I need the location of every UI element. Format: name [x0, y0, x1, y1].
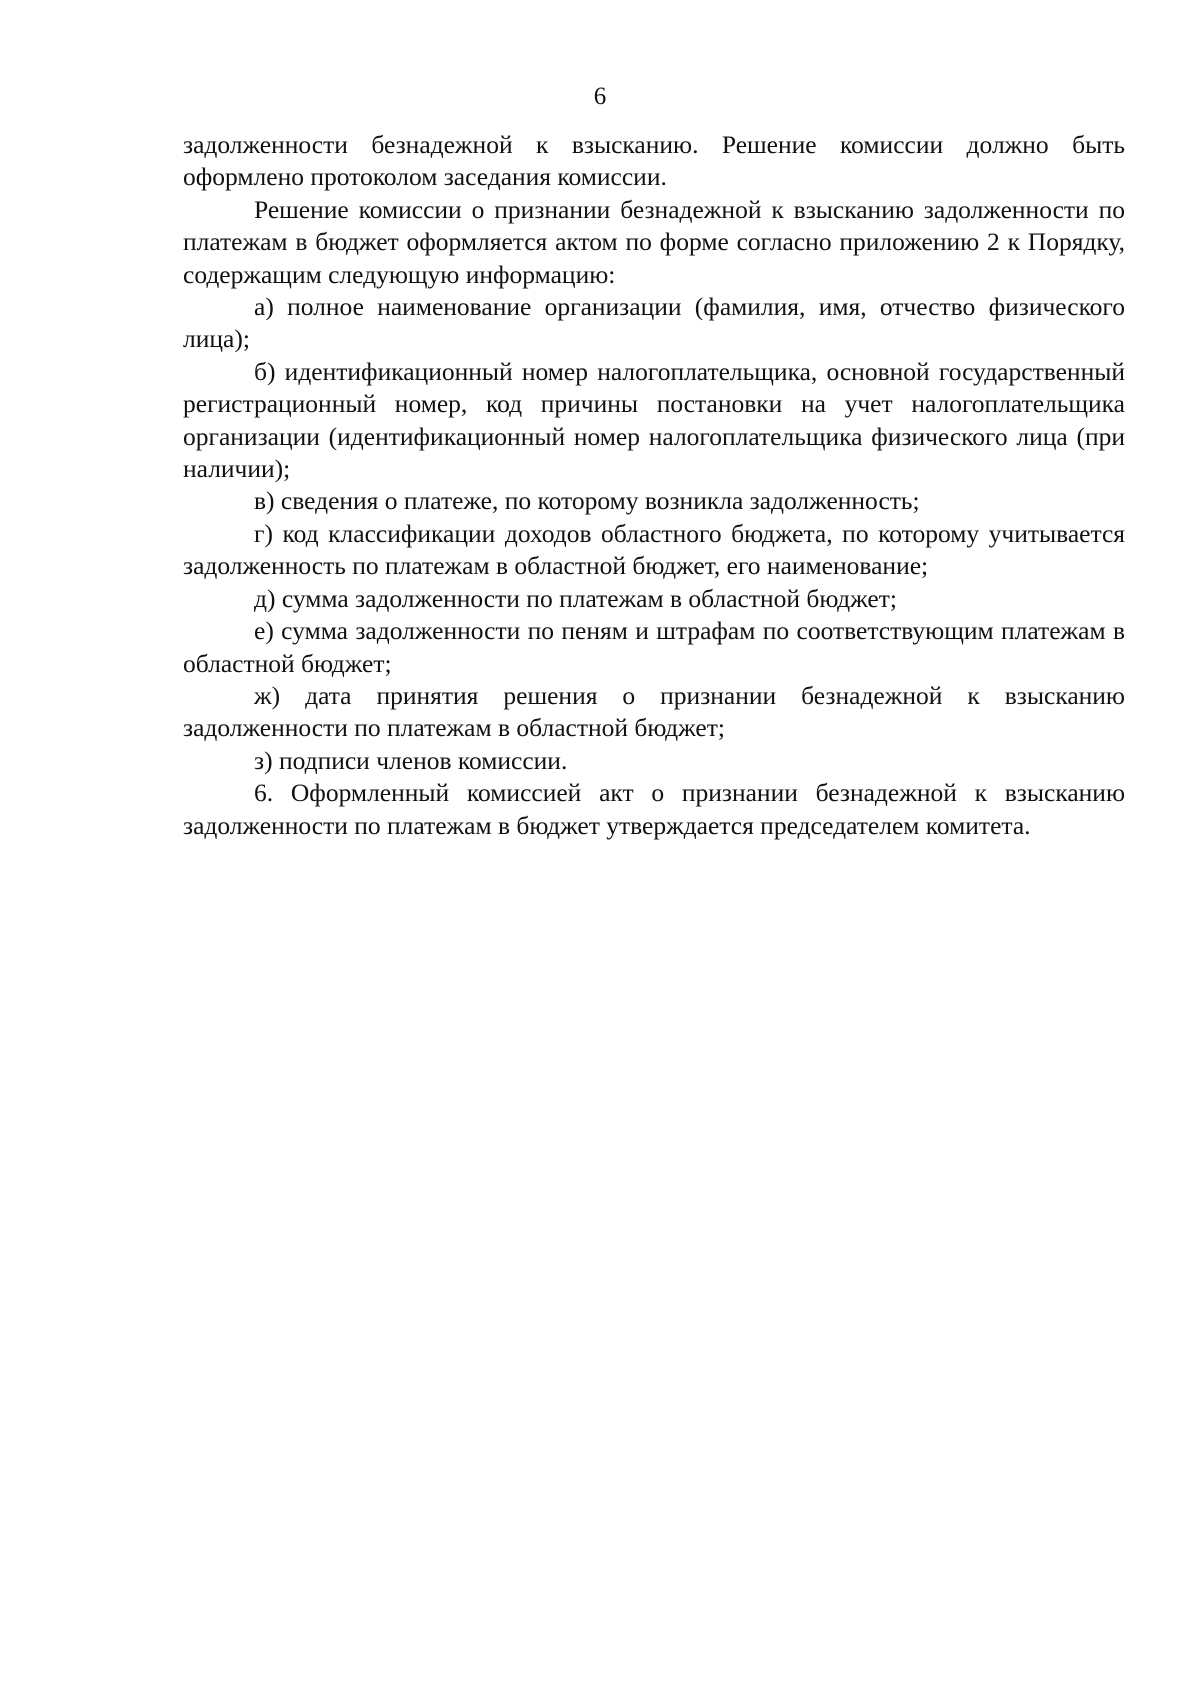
list-item-b: б) идентификационный номер налогоплательщика, основной государственный регистрационный номер, код причины постановки на учет налогоплательщика организации (идентификационный номер налогоплательщика физического лица (при наличии); — [183, 356, 1125, 484]
paragraph-continuation: задолженности безнадежной к взысканию. Решение комиссии должно быть оформлено протоколом заседания комиссии. — [183, 130, 1125, 192]
list-item-a: а) полное наименование организации (фамилия, имя, отчество физического лица); — [183, 292, 1125, 354]
page-number: 6 — [593, 83, 607, 110]
list-item-zh: ж) дата принятия решения о признании безнадежной к взысканию задолженности по платежам в областной бюджет; — [183, 680, 1125, 743]
list-item-e: е) сумма задолженности по пеням и штрафам по соответствующим платежам в областной бюджет; — [183, 616, 1125, 678]
paragraph-section-6: 6. Оформленный комиссией акт о признании безнадежной к взысканию задолженности по платежам в бюджет утверждается председателем комитета. — [183, 778, 1125, 840]
list-item-v: в) сведения о платеже, по которому возникла задолженность; — [254, 486, 920, 516]
list-item-g: г) код классификации доходов областного бюджета, по которому учитывается задолженность по платежам в областной бюджет, его наименование; — [183, 518, 1125, 581]
list-item-d: д) сумма задолженности по платежам в областной бюджет; — [254, 583, 897, 613]
document-body — [183, 129, 1125, 842]
paragraph-commission-decision: Решение комиссии о признании безнадежной к взысканию задолженности по платежам в бюджет оформляется актом по форме согласно приложению 2 к Порядку, содержащим следующую информацию: — [183, 194, 1125, 289]
list-item-z: з) подписи членов комиссии. — [254, 745, 568, 775]
